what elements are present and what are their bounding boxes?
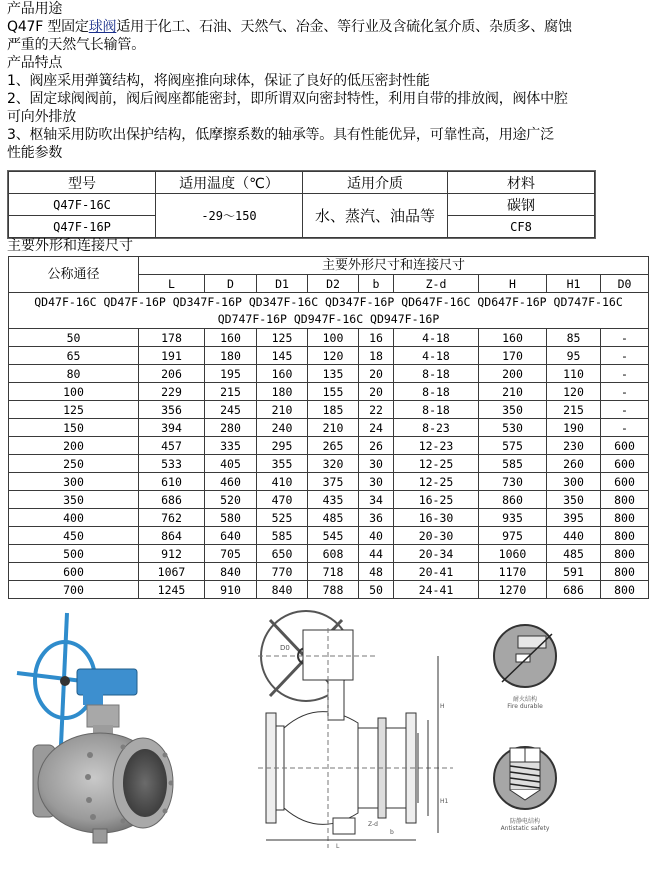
dimension-cell-D1: 410 — [257, 473, 308, 491]
dimension-cell-Z-d: 8-18 — [394, 383, 479, 401]
feature-item-2: 2、固定球阀阀前，阀后阀座都能密封，即所谓双向密封特性，利用自带的排放阀，阀体中腔 — [7, 91, 568, 107]
dimension-cell-D1: 770 — [257, 563, 308, 581]
dimension-cell-b: 20 — [359, 365, 394, 383]
dimension-cell-Z-d: 12-23 — [394, 437, 479, 455]
svg-text:L: L — [336, 843, 340, 848]
dimension-cell-H: 210 — [479, 383, 547, 401]
feature-item-2-cont: 可向外排放 — [7, 109, 76, 125]
dim-header-row-1 — [9, 257, 649, 275]
dimension-cell-D2: 788 — [308, 581, 359, 599]
col-header-L: L — [139, 275, 205, 293]
dimension-cell-D0: 800 — [601, 527, 649, 545]
dimension-cell-L: 457 — [139, 437, 205, 455]
dimension-cell-H1: 190 — [547, 419, 601, 437]
dimension-cell-L: 178 — [139, 329, 205, 347]
dimension-cell-H1: 591 — [547, 563, 601, 581]
dimension-cell-H: 860 — [479, 491, 547, 509]
fire-durable-caption-cn: 耐火结构 — [512, 696, 537, 703]
dimension-cell-L: 686 — [139, 491, 205, 509]
dimension-cell-D0: 600 — [601, 437, 649, 455]
dimension-cell-D2: 265 — [308, 437, 359, 455]
nominal-diameter-cell: 50 — [9, 329, 139, 347]
usage-text — [7, 18, 659, 36]
table-row — [9, 329, 649, 347]
dimension-cell-Z-d: 20-30 — [394, 527, 479, 545]
col-header-D2: D2 — [308, 275, 359, 293]
dimension-cell-H1: 300 — [547, 473, 601, 491]
dimension-cell-L: 206 — [139, 365, 205, 383]
dimension-cell-D: 215 — [205, 383, 257, 401]
dimension-cell-D1: 180 — [257, 383, 308, 401]
dimension-cell-b: 34 — [359, 491, 394, 509]
table-row — [9, 437, 649, 455]
table-row — [9, 347, 649, 365]
spec-table — [8, 171, 595, 238]
dimension-cell-D1: 160 — [257, 365, 308, 383]
dimension-cell-D0: - — [601, 365, 649, 383]
fire-durable-detail — [480, 620, 570, 710]
dimension-cell-D0: 600 — [601, 473, 649, 491]
feature-item-3: 3、枢轴采用防吹出保护结构，低摩擦系数的轴承等。具有性能优异，可靠性高，用途广泛 — [7, 127, 554, 143]
dimension-cell-D0: - — [601, 347, 649, 365]
dimension-cell-Z-d: 4-18 — [394, 347, 479, 365]
feature-item-1: 1、阀座采用弹簧结构，将阀座推向球体，保证了良好的低压密封性能 — [7, 73, 430, 89]
col-header-H: H — [479, 275, 547, 293]
dimension-cell-D0: - — [601, 419, 649, 437]
dimension-cell-L: 1245 — [139, 581, 205, 599]
nominal-diameter-cell: 250 — [9, 455, 139, 473]
usage-text-line2: 严重的天然气长输管。 — [7, 37, 145, 53]
nominal-diameter-cell: 65 — [9, 347, 139, 365]
dimension-cell-D0: 800 — [601, 545, 649, 563]
applicable-models — [9, 293, 649, 329]
svg-text:D0: D0 — [280, 644, 290, 652]
dimension-cell-L: 864 — [139, 527, 205, 545]
dimension-cell-D2: 545 — [308, 527, 359, 545]
usage-text-suffix: 适用于化工、石油、天然气、冶金、等行业及含硫化氢介质、杂质多、腐蚀 — [116, 19, 572, 35]
dimension-cell-H1: 85 — [547, 329, 601, 347]
spec-header-medium: 适用介质 — [303, 172, 448, 194]
valve-dimension-drawing — [258, 608, 458, 848]
table-row — [9, 509, 649, 527]
dimension-cell-b: 50 — [359, 581, 394, 599]
dimension-cell-D2: 185 — [308, 401, 359, 419]
nominal-diameter-cell: 400 — [9, 509, 139, 527]
table-row — [9, 545, 649, 563]
dimension-cell-Z-d: 16-25 — [394, 491, 479, 509]
dimensions-table — [8, 256, 649, 599]
spec-material: 碳钢 — [448, 194, 595, 216]
dimension-cell-H: 160 — [479, 329, 547, 347]
dimension-cell-L: 191 — [139, 347, 205, 365]
dimension-cell-H1: 485 — [547, 545, 601, 563]
dimension-cell-H: 530 — [479, 419, 547, 437]
dimension-cell-Z-d: 8-23 — [394, 419, 479, 437]
dimension-cell-D1: 650 — [257, 545, 308, 563]
table-row — [9, 383, 649, 401]
dimension-cell-D1: 240 — [257, 419, 308, 437]
dimension-cell-D: 910 — [205, 581, 257, 599]
table-row — [9, 581, 649, 599]
dimension-cell-b: 16 — [359, 329, 394, 347]
ball-valve-link[interactable]: 球阀 — [88, 19, 117, 35]
dimension-cell-D: 705 — [205, 545, 257, 563]
dimension-cell-D2: 210 — [308, 419, 359, 437]
spec-row — [9, 194, 595, 216]
dimension-cell-Z-d: 4-18 — [394, 329, 479, 347]
dimension-cell-H1: 230 — [547, 437, 601, 455]
usage-heading: 产品用途 — [7, 1, 63, 17]
svg-text:Z-d: Z-d — [368, 821, 378, 828]
dimension-cell-Z-d: 24-41 — [394, 581, 479, 599]
col-header-D: D — [205, 275, 257, 293]
dimension-cell-H: 585 — [479, 455, 547, 473]
dimension-cell-L: 356 — [139, 401, 205, 419]
col-header-H1: H1 — [547, 275, 601, 293]
table-row — [9, 491, 649, 509]
models-line-1: QD47F-16C QD47F-16P QD347F-16P QD347F-16C QD347F-16P QD647F-16C QD647F-16P QD747F-16C — [34, 294, 623, 309]
dimension-cell-D: 640 — [205, 527, 257, 545]
dimension-cell-b: 40 — [359, 527, 394, 545]
dimension-cell-D2: 718 — [308, 563, 359, 581]
dimension-cell-D0: - — [601, 383, 649, 401]
dimension-cell-H1: 215 — [547, 401, 601, 419]
svg-text:H1: H1 — [440, 798, 449, 805]
nominal-diameter-cell: 200 — [9, 437, 139, 455]
dimension-cell-H: 1270 — [479, 581, 547, 599]
dimension-cell-b: 30 — [359, 455, 394, 473]
dimensions-heading: 主要外形和连接尺寸 — [7, 238, 133, 254]
fire-durable-caption-en: Fire durable — [507, 703, 543, 710]
dimension-cell-Z-d: 20-34 — [394, 545, 479, 563]
spec-header-row — [9, 172, 595, 194]
dimension-cell-D1: 295 — [257, 437, 308, 455]
table-row — [9, 365, 649, 383]
table-row — [9, 401, 649, 419]
nominal-diameter-cell: 600 — [9, 563, 139, 581]
dimension-cell-b: 48 — [359, 563, 394, 581]
dimension-cell-D0: - — [601, 329, 649, 347]
dimension-cell-b: 20 — [359, 383, 394, 401]
nominal-diameter-cell: 80 — [9, 365, 139, 383]
models-line-2: QD747F-16P QD947F-16C QD947F-16P — [217, 311, 440, 326]
dimension-cell-D2: 100 — [308, 329, 359, 347]
col-header-D0: D0 — [601, 275, 649, 293]
nominal-diameter-cell: 300 — [9, 473, 139, 491]
nominal-diameter-cell: 450 — [9, 527, 139, 545]
antistatic-detail — [480, 742, 570, 832]
dimension-cell-Z-d: 8-18 — [394, 365, 479, 383]
dimension-cell-Z-d: 12-25 — [394, 473, 479, 491]
dimension-cell-D1: 145 — [257, 347, 308, 365]
dimension-cell-H1: 110 — [547, 365, 601, 383]
table-row — [9, 455, 649, 473]
dimension-cell-D1: 840 — [257, 581, 308, 599]
dimension-cell-D0: 600 — [601, 455, 649, 473]
dimension-cell-D2: 320 — [308, 455, 359, 473]
dimension-cell-D: 460 — [205, 473, 257, 491]
dimension-cell-L: 762 — [139, 509, 205, 527]
dimension-cell-D2: 608 — [308, 545, 359, 563]
nominal-diameter-cell: 125 — [9, 401, 139, 419]
dimension-cell-H: 730 — [479, 473, 547, 491]
dimension-cell-D2: 375 — [308, 473, 359, 491]
dimension-cell-D2: 120 — [308, 347, 359, 365]
dimension-cell-b: 26 — [359, 437, 394, 455]
dimension-cell-D0: - — [601, 401, 649, 419]
dimension-cell-L: 394 — [139, 419, 205, 437]
dimension-cell-L: 912 — [139, 545, 205, 563]
table-row — [9, 527, 649, 545]
dimension-cell-D: 245 — [205, 401, 257, 419]
table-row — [9, 473, 649, 491]
spec-model: Q47F-16C — [9, 194, 156, 216]
usage-text-prefix: Q47F 型固定 — [7, 19, 89, 35]
dimension-cell-H: 170 — [479, 347, 547, 365]
dimension-cell-D1: 470 — [257, 491, 308, 509]
nominal-diameter-cell: 350 — [9, 491, 139, 509]
dimension-cell-H1: 350 — [547, 491, 601, 509]
nominal-diameter-cell: 700 — [9, 581, 139, 599]
dimension-cell-D0: 800 — [601, 563, 649, 581]
dimension-cell-H: 575 — [479, 437, 547, 455]
params-heading: 性能参数 — [7, 145, 63, 161]
dimension-cell-b: 30 — [359, 473, 394, 491]
col-header-b: b — [359, 275, 394, 293]
features-heading: 产品特点 — [7, 55, 63, 71]
dimension-cell-L: 229 — [139, 383, 205, 401]
dimension-cell-D1: 355 — [257, 455, 308, 473]
dimension-cell-D2: 135 — [308, 365, 359, 383]
dimension-cell-H: 350 — [479, 401, 547, 419]
dimension-cell-D: 335 — [205, 437, 257, 455]
dimension-cell-D1: 125 — [257, 329, 308, 347]
dimension-cell-b: 22 — [359, 401, 394, 419]
col-header-D1: D1 — [257, 275, 308, 293]
dimension-cell-H1: 440 — [547, 527, 601, 545]
dimension-cell-H: 1170 — [479, 563, 547, 581]
dimension-cell-Z-d: 16-30 — [394, 509, 479, 527]
svg-text:H: H — [440, 703, 445, 710]
dimensions-body — [9, 329, 649, 599]
dimension-cell-H1: 686 — [547, 581, 601, 599]
table-row — [9, 563, 649, 581]
dimension-cell-D2: 155 — [308, 383, 359, 401]
dimension-cell-D: 195 — [205, 365, 257, 383]
dimension-cell-L: 533 — [139, 455, 205, 473]
antistatic-caption-en: Antistatic safety — [500, 825, 550, 832]
svg-text:b: b — [390, 829, 394, 836]
dimension-cell-D1: 525 — [257, 509, 308, 527]
dimension-cell-D: 520 — [205, 491, 257, 509]
dimension-cell-D1: 585 — [257, 527, 308, 545]
dimension-cell-L: 610 — [139, 473, 205, 491]
nominal-diameter-cell: 500 — [9, 545, 139, 563]
dimension-cell-b: 44 — [359, 545, 394, 563]
dimensions-group-header: 主要外形尺寸和连接尺寸 — [139, 257, 649, 275]
dimension-cell-D: 160 — [205, 329, 257, 347]
dimension-cell-D0: 800 — [601, 581, 649, 599]
valve-photo — [5, 605, 180, 855]
dimension-cell-H1: 120 — [547, 383, 601, 401]
spec-temperature: -29～150 — [156, 194, 303, 238]
dimension-cell-D: 840 — [205, 563, 257, 581]
dimension-cell-D: 580 — [205, 509, 257, 527]
dimension-cell-b: 18 — [359, 347, 394, 365]
dimension-cell-D: 280 — [205, 419, 257, 437]
dimension-cell-Z-d: 20-41 — [394, 563, 479, 581]
dimension-cell-D0: 800 — [601, 509, 649, 527]
dimension-cell-H1: 95 — [547, 347, 601, 365]
dimension-cell-D1: 210 — [257, 401, 308, 419]
spec-header-material: 材料 — [448, 172, 595, 194]
nominal-diameter-cell: 100 — [9, 383, 139, 401]
nominal-diameter-cell: 150 — [9, 419, 139, 437]
dimension-cell-D: 405 — [205, 455, 257, 473]
dimension-cell-H: 935 — [479, 509, 547, 527]
spec-header-model: 型号 — [9, 172, 156, 194]
detail-views — [480, 620, 570, 850]
table-row — [9, 419, 649, 437]
spec-material: CF8 — [448, 216, 595, 238]
col-header-Z-d: Z-d — [394, 275, 479, 293]
dimension-cell-D2: 485 — [308, 509, 359, 527]
dimension-cell-b: 36 — [359, 509, 394, 527]
dimension-cell-H: 200 — [479, 365, 547, 383]
dimension-cell-H: 1060 — [479, 545, 547, 563]
dimension-cell-D: 180 — [205, 347, 257, 365]
spec-model: Q47F-16P — [9, 216, 156, 238]
dimension-cell-D2: 435 — [308, 491, 359, 509]
nominal-diameter-header: 公称通径 — [9, 257, 139, 293]
dimension-cell-H1: 395 — [547, 509, 601, 527]
models-row — [9, 293, 649, 329]
dimension-cell-L: 1067 — [139, 563, 205, 581]
dimension-cell-H1: 260 — [547, 455, 601, 473]
dimension-cell-H: 975 — [479, 527, 547, 545]
intro-section — [7, 0, 659, 162]
spec-header-temperature: 适用温度（℃） — [156, 172, 303, 194]
dimension-cell-b: 24 — [359, 419, 394, 437]
dimension-cell-D0: 800 — [601, 491, 649, 509]
antistatic-caption-cn: 防静电结构 — [509, 818, 540, 825]
dimension-cell-Z-d: 12-25 — [394, 455, 479, 473]
dimension-cell-Z-d: 8-18 — [394, 401, 479, 419]
spec-medium: 水、蒸汽、油品等 — [303, 194, 448, 238]
